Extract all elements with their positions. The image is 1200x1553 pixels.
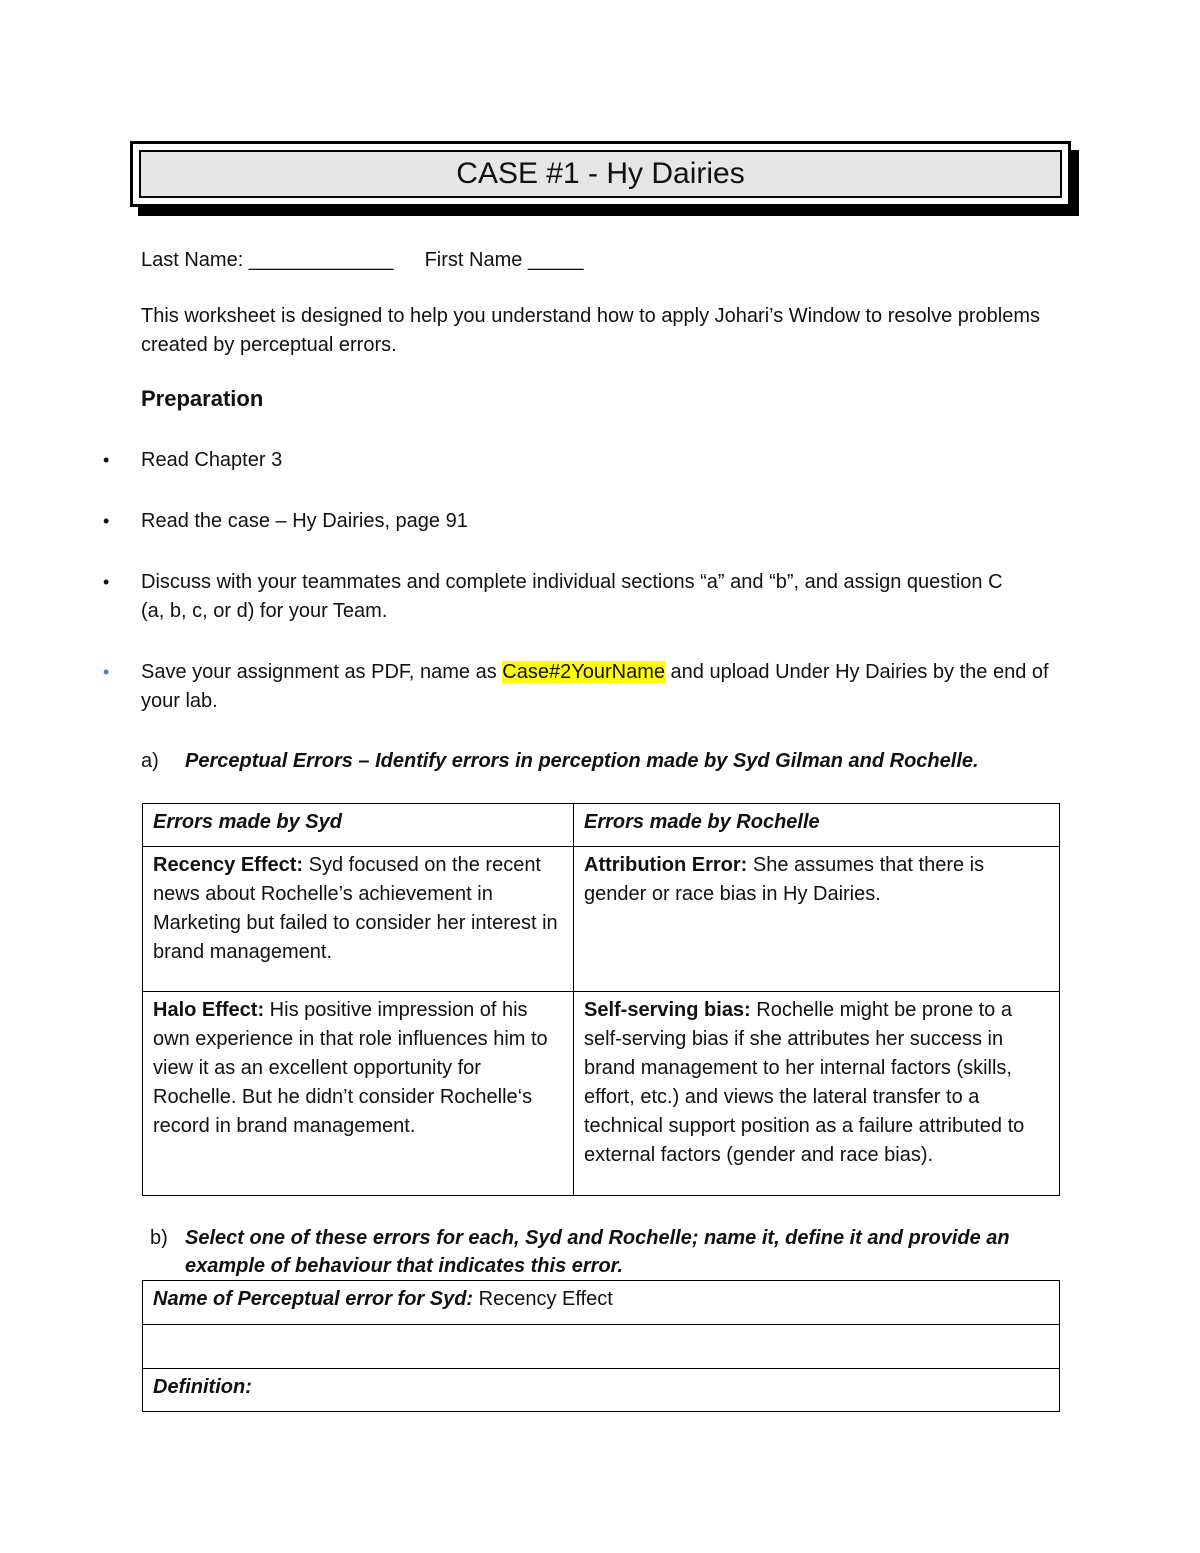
error-description: Syd focused on the recent news about Rochelle’s achievement in Marketing but failed to consider her interest in brand management. [153,854,558,963]
name-line [141,246,584,275]
table-header-row [143,804,1060,847]
error-term: Self-serving bias: [584,999,751,1021]
bullet-dot: • [103,511,110,531]
header-syd: Errors made by Syd [143,804,574,847]
highlighted-filename: Case#2YourName [502,661,665,683]
error-description: She assumes that there is gender or race bias in Hy Dairies. [584,854,985,905]
table-row [143,992,1060,1196]
header-rochelle: Errors made by Rochelle [574,804,1060,847]
table-cell[interactable] [574,847,1060,992]
syd-error-label: Name of Perceptual error for Syd: [153,1288,474,1310]
save-instruction-text: Save your assignment as PDF, name as [141,661,503,683]
table-cell[interactable] [143,992,574,1196]
syd-error-value: Recency Effect [473,1288,613,1310]
section-a-heading: Perceptual Errors – Identify errors in perception made by Syd Gilman and Rochelle. [185,750,979,772]
table-cell[interactable] [143,1325,1060,1369]
error-term: Halo Effect: [153,999,265,1021]
table-cell[interactable] [574,992,1060,1196]
table-cell[interactable] [143,847,574,992]
last-name-label: Last Name: [141,249,244,271]
bullet-item: Discuss with your teammates and complete individual sections “a” and “b”, and assign question C (a, b, c, or d) for your Team. [141,571,1003,622]
error-term: Attribution Error: [584,854,748,876]
bullet-item: Read the case – Hy Dairies, page 91 [141,510,468,532]
table-cell[interactable] [143,1369,1060,1412]
table-cell[interactable] [143,1281,1060,1325]
preparation-heading: Preparation [141,386,264,411]
bullet-item: Read Chapter 3 [141,449,283,471]
bullet-dot: • [103,450,110,470]
title-box [130,141,1071,207]
errors-table [142,803,1060,1196]
error-term: Recency Effect: [153,854,304,876]
last-name-blank[interactable]: _____________ [248,249,394,271]
section-b-marker: b) [150,1227,168,1249]
section-a-marker: a) [141,750,159,772]
table-row [143,1369,1060,1412]
syd-error-table [142,1280,1060,1412]
first-name-label: First Name [424,249,523,271]
error-description: His positive impression of his own experience in that role influences him to view it as an excellent opportunity for Rochelle. But he didn’t consider Rochelle‘s record in brand management. [153,999,548,1137]
table-row [143,1281,1060,1325]
save-instruction-text-end: and upload Under Hy Dairies by the end of your lab. [141,661,1049,712]
bullet-dot: • [103,572,110,592]
table-row [143,847,1060,992]
document-title: CASE #1 - Hy Dairies [139,150,1062,198]
error-description: Rochelle might be prone to a self-serving bias if she attributes her success in brand management to her internal factors (skills, effort, etc.) and views the lateral transfer to a technical support position as a failure attributed to external factors (gender and race bias). [584,999,1025,1166]
first-name-blank[interactable]: _____ [527,249,584,271]
table-row [143,1325,1060,1369]
section-b-heading: Select one of these errors for each, Syd and Rochelle; name it, define it and provide an example of behaviour that indicates this error. [185,1227,1010,1277]
intro-paragraph: This worksheet is designed to help you understand how to apply Johari’s Window to resolve problems created by perceptual errors. [141,305,1041,356]
bullet-item [141,658,1071,716]
definition-label: Definition: [153,1376,252,1398]
bullet-dot: • [103,662,110,682]
